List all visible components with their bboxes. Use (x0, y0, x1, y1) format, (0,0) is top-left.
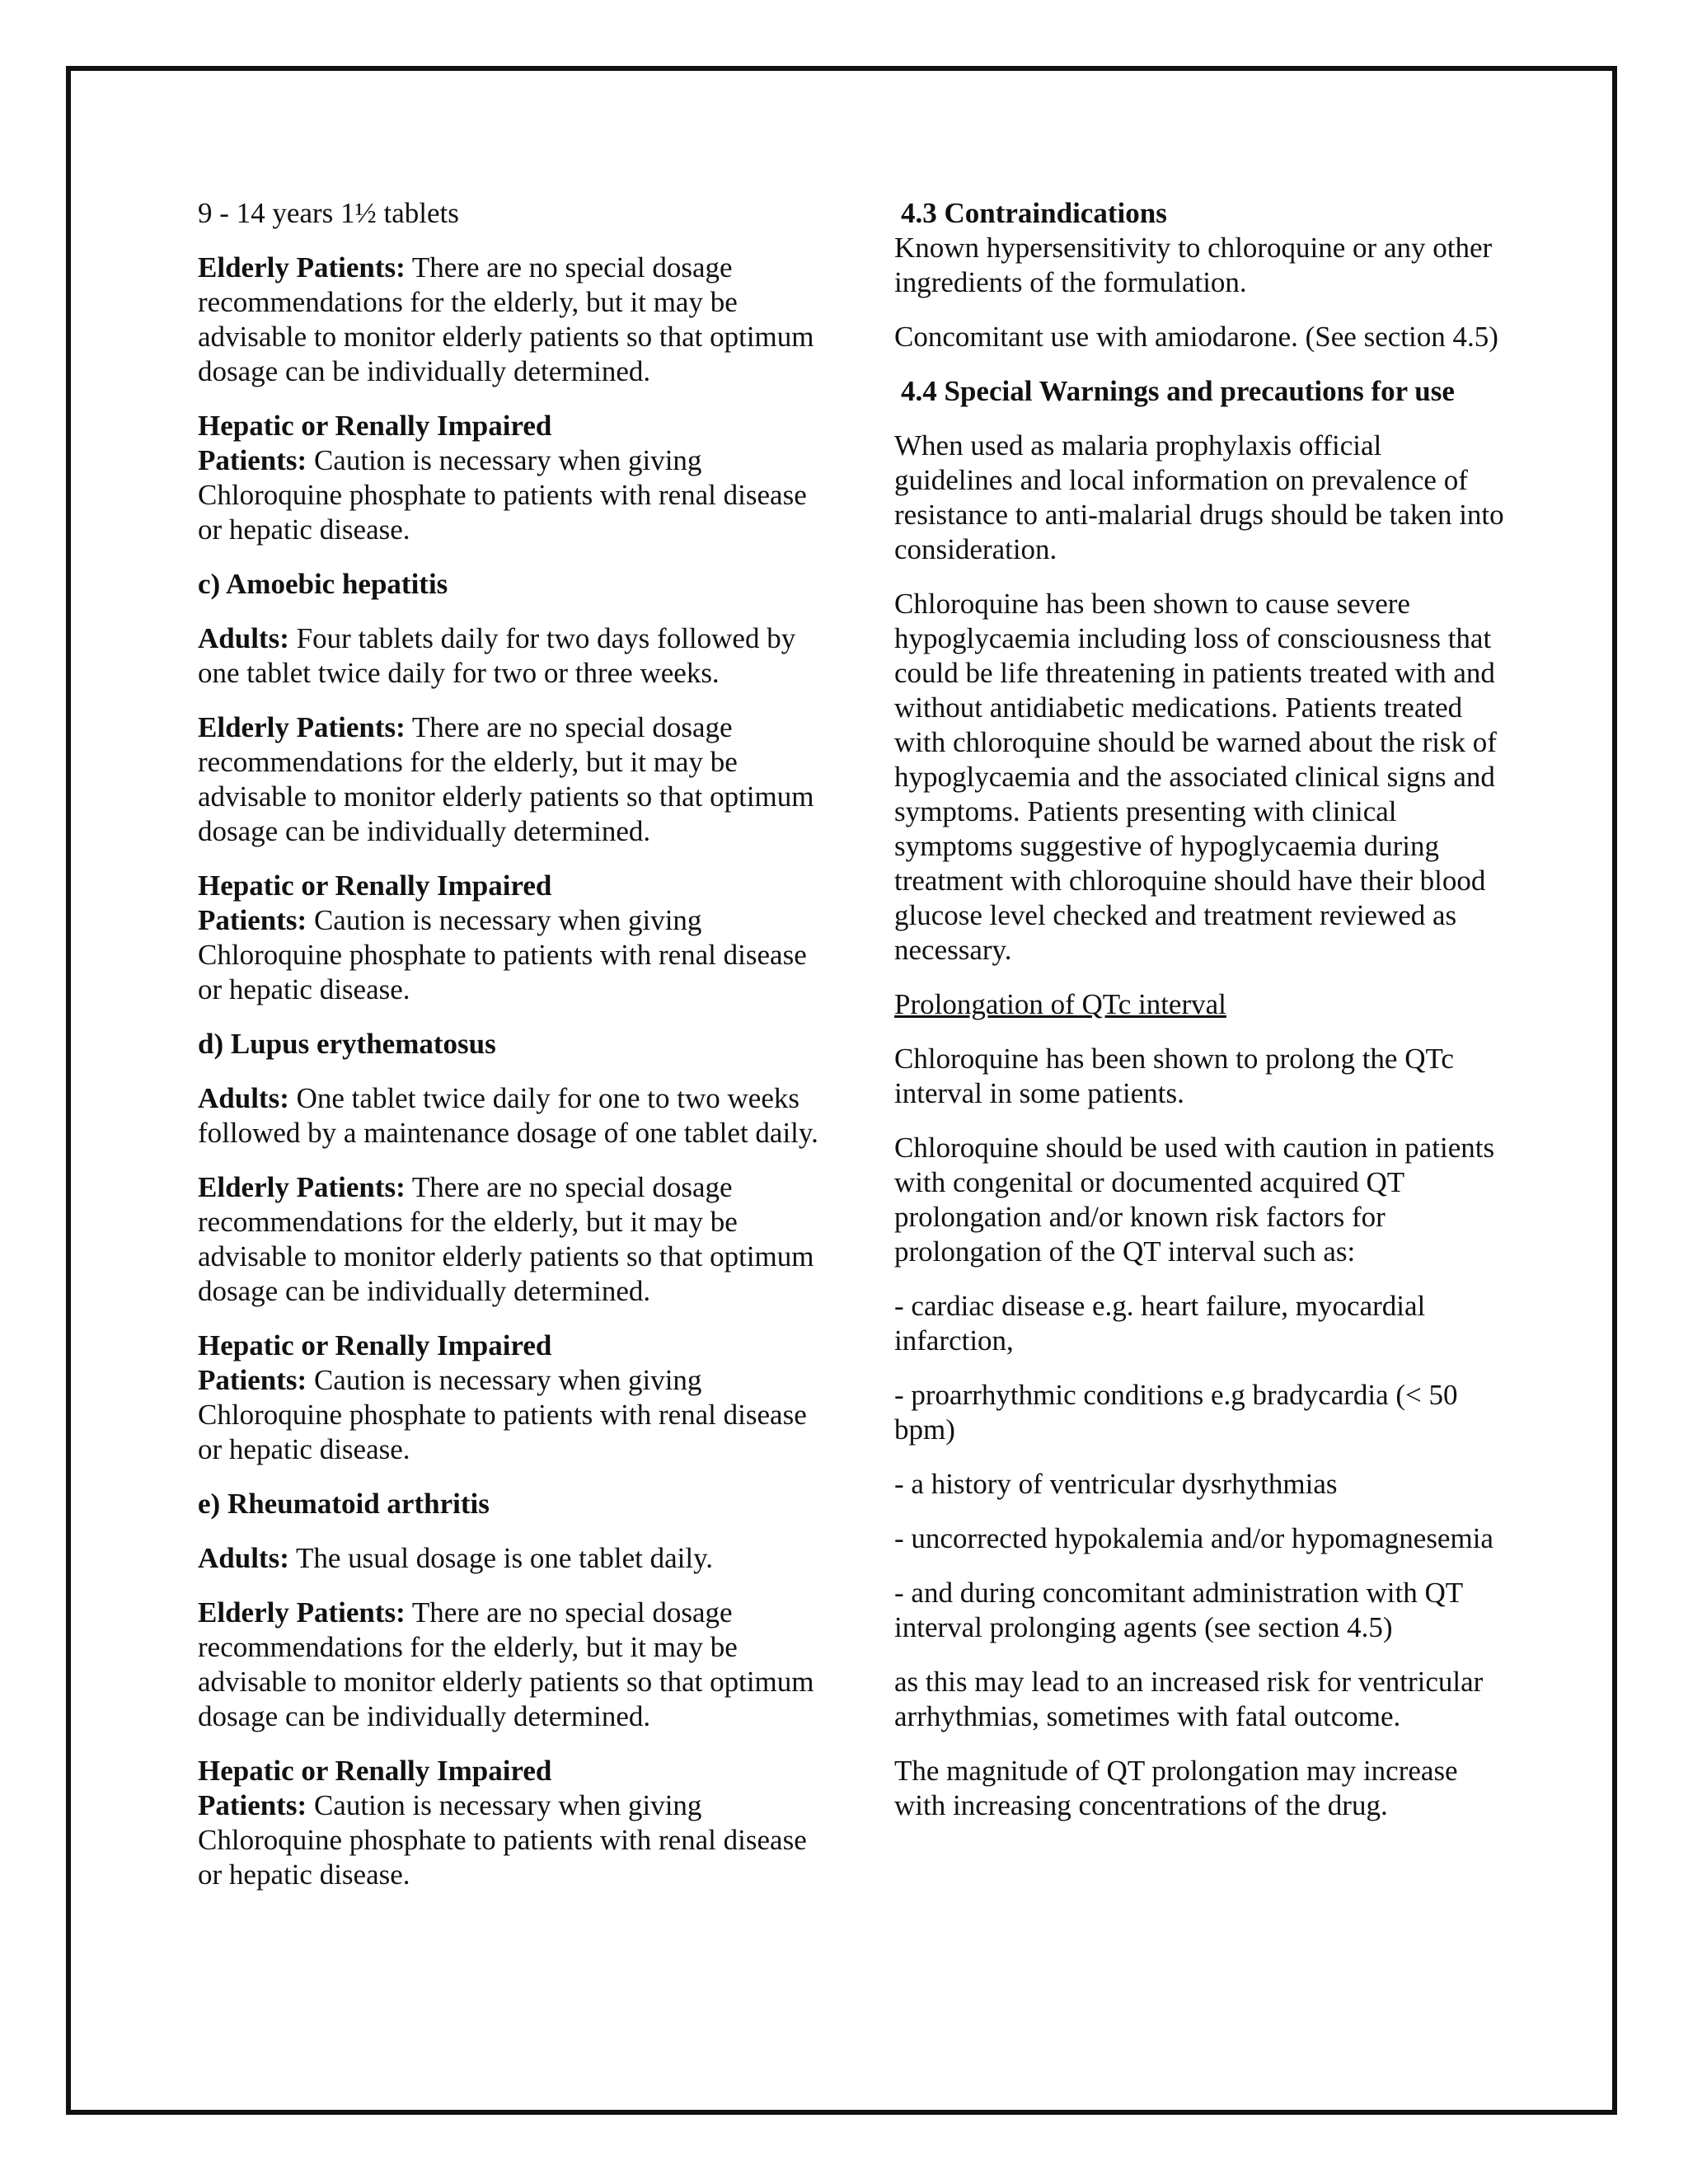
risk-item: - cardiac disease e.g. heart failure, myocardial infarction, (894, 1290, 1426, 1357)
elderly-paragraph (198, 1170, 824, 1309)
warnings-heading: 4.4 Special Warnings and precautions for use (901, 375, 1455, 407)
prophylaxis-paragraph: When used as malaria prophylaxis official guidelines and local information on prevalence of resistance to anti-malarial drugs should be taken into consideration. (894, 429, 1504, 565)
hepatic-label: Hepatic or Renally Impaired (198, 410, 552, 442)
risk-item: - uncorrected hypokalemia and/or hypomagnesemia (894, 1522, 1493, 1554)
contraindications-paragraph: Known hypersensitivity to chloroquine or any other ingredients of the formulation. (894, 232, 1493, 298)
amoebic-heading: c) Amoebic hepatitis (198, 568, 448, 600)
adults-text: Four tablets daily for two days followed by one tablet twice daily for two or three weeks. (198, 622, 796, 689)
elderly-text: There are no special dosage recommendations for the elderly, but it may be advisable to monitor elderly patients so that optimum dosage can be individually determined. (198, 711, 814, 847)
elderly-label: Elderly Patients: (198, 1596, 406, 1629)
adults-label: Adults: (198, 1082, 289, 1114)
hepatic-label-patients: Patients: (198, 904, 307, 936)
elderly-paragraph (198, 1596, 824, 1734)
age-dosage-line: 9 - 14 years 1½ tablets (198, 197, 459, 229)
elderly-text: There are no special dosage recommendations for the elderly, but it may be advisable to monitor elderly patients so that optimum dosage can be individually determined. (198, 251, 814, 387)
amiodarone-paragraph: Concomitant use with amiodarone. (See section 4.5) (894, 321, 1498, 353)
hepatic-text: Caution is necessary when giving Chloroquine phosphate to patients with renal disease or hepatic disease. (198, 904, 807, 1005)
elderly-text: There are no special dosage recommendations for the elderly, but it may be advisable to monitor elderly patients so that optimum dosage can be individually determined. (198, 1171, 814, 1307)
risk-item: - a history of ventricular dysrhythmias (894, 1468, 1338, 1500)
contraindications-heading: 4.3 Contraindications (901, 197, 1167, 229)
hepatic-label: Hepatic or Renally Impaired (198, 1755, 552, 1787)
hepatic-text: Caution is necessary when giving Chloroquine phosphate to patients with renal disease or hepatic disease. (198, 1789, 807, 1891)
qtc-subheading: Prolongation of QTc interval (894, 988, 1226, 1020)
qt-magnitude-paragraph: The magnitude of QT prolongation may increase with increasing concentrations of the drug. (894, 1755, 1458, 1821)
hepatic-label-patients: Patients: (198, 1364, 307, 1396)
right-column (894, 196, 1504, 1843)
rheumatoid-adults-paragraph (198, 1541, 824, 1576)
qtc-paragraph: Chloroquine has been shown to prolong the QTc interval in some patients. (894, 1043, 1454, 1109)
risk-item: - and during concomitant administration with QT interval prolonging agents (see section 4.5) (894, 1577, 1463, 1643)
adults-label: Adults: (198, 622, 289, 654)
elderly-paragraph (198, 710, 824, 849)
hepatic-paragraph (198, 1754, 824, 1892)
adults-text: The usual dosage is one tablet daily. (288, 1542, 714, 1574)
elderly-paragraph (198, 251, 824, 389)
hepatic-label-patients: Patients: (198, 1789, 307, 1821)
arrhythmia-risk-paragraph: as this may lead to an increased risk for ventricular arrhythmias, sometimes with fatal outcome. (894, 1666, 1484, 1732)
adults-text: One tablet twice daily for one to two weeks followed by a maintenance dosage of one tablet daily. (198, 1082, 818, 1149)
hepatic-label: Hepatic or Renally Impaired (198, 1329, 552, 1361)
elderly-label: Elderly Patients: (198, 711, 406, 743)
rheumatoid-heading: e) Rheumatoid arthritis (198, 1488, 490, 1520)
hepatic-paragraph (198, 869, 824, 1007)
hepatic-label: Hepatic or Renally Impaired (198, 869, 552, 902)
hepatic-label-patients: Patients: (198, 444, 307, 476)
hepatic-paragraph (198, 1329, 824, 1467)
qtc-caution-paragraph: Chloroquine should be used with caution in patients with congenital or documented acquired QT prolongation and/or known risk factors for prolongation of the QT interval such as: (894, 1132, 1495, 1268)
adults-label: Adults: (198, 1542, 289, 1574)
hepatic-paragraph (198, 409, 824, 547)
amoebic-adults-paragraph (198, 621, 824, 691)
lupus-adults-paragraph (198, 1081, 824, 1151)
elderly-label: Elderly Patients: (198, 1171, 406, 1203)
hepatic-text: Caution is necessary when giving Chloroquine phosphate to patients with renal disease or hepatic disease. (198, 444, 807, 546)
left-column (198, 196, 824, 1912)
hepatic-text: Caution is necessary when giving Chloroquine phosphate to patients with renal disease or hepatic disease. (198, 1364, 807, 1465)
hypoglycaemia-paragraph: Chloroquine has been shown to cause severe hypoglycaemia including loss of consciousness that could be life threatening in patients treated with and without antidiabetic medications. Patients treated with chloroquine should be warned about the risk of hypoglycaemia and the associated clinical signs and symptoms. Patients presenting with clinical symptoms suggestive of hypoglycaemia during treatment with chloroquine should have their blood glucose level checked and treatment reviewed as necessary. (894, 588, 1497, 966)
elderly-label: Elderly Patients: (198, 251, 406, 284)
elderly-text: There are no special dosage recommendations for the elderly, but it may be advisable to monitor elderly patients so that optimum dosage can be individually determined. (198, 1596, 814, 1732)
lupus-heading: d) Lupus erythematosus (198, 1028, 496, 1060)
risk-item: - proarrhythmic conditions e.g bradycardia (< 50 bpm) (894, 1379, 1458, 1446)
